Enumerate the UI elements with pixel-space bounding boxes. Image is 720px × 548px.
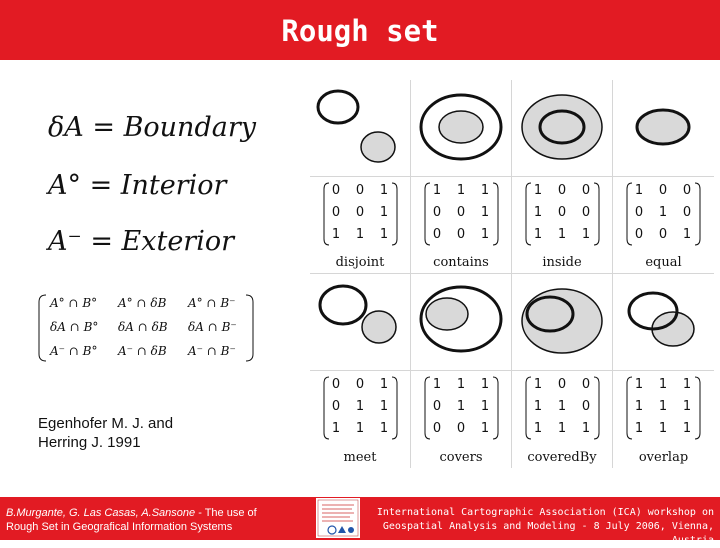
relation-label: disjoint bbox=[335, 255, 385, 270]
intersection-matrix bbox=[38, 292, 258, 364]
matrix-value: 1 bbox=[682, 227, 692, 242]
matrix-value: 1 bbox=[331, 227, 341, 242]
matrix-value: 1 bbox=[480, 183, 490, 198]
matrix-value: 1 bbox=[480, 227, 490, 242]
matrix-value: 0 bbox=[456, 227, 466, 242]
matrix-value: 0 bbox=[557, 183, 567, 198]
matrix-value: 1 bbox=[432, 377, 442, 392]
shape-cell-inside bbox=[512, 80, 613, 177]
matrix-value: 0 bbox=[331, 183, 341, 198]
matrix-value: 1 bbox=[379, 183, 389, 198]
relation-label: meet bbox=[343, 450, 377, 465]
matrix-value: 1 bbox=[634, 421, 644, 436]
footer-right bbox=[350, 506, 714, 548]
matrix-value: 0 bbox=[331, 399, 341, 414]
matrix-value: 1 bbox=[355, 399, 365, 414]
matrix-value: 1 bbox=[557, 399, 567, 414]
matrix-value: 1 bbox=[658, 399, 668, 414]
shape-cell-overlap bbox=[613, 274, 714, 371]
matrix-value: 1 bbox=[533, 399, 543, 414]
matrix-value: 0 bbox=[331, 205, 341, 220]
matrix-value: 0 bbox=[432, 205, 442, 220]
citation-line: Herring J. 1991 bbox=[38, 434, 141, 451]
footer-authors: B.Murgante, G. Las Casas, A.Sansone bbox=[6, 507, 196, 519]
matrix-value: 1 bbox=[355, 421, 365, 436]
matrix-value: 1 bbox=[682, 399, 692, 414]
matrix-value: 1 bbox=[557, 227, 567, 242]
definition-name: Interior bbox=[120, 170, 227, 201]
matrix-value: 0 bbox=[581, 377, 591, 392]
citation bbox=[38, 414, 173, 452]
relation-matrix-coveredby bbox=[512, 371, 613, 468]
relation-matrix-disjoint bbox=[310, 177, 411, 274]
matrix-value: 1 bbox=[658, 421, 668, 436]
relation-label: inside bbox=[542, 255, 582, 270]
matrix-value: 0 bbox=[581, 183, 591, 198]
matrix-value: 1 bbox=[581, 227, 591, 242]
matrix-value: 0 bbox=[456, 205, 466, 220]
matrix-value: 1 bbox=[355, 227, 365, 242]
matrix-entry: A° ∩ B⁻ bbox=[188, 296, 236, 310]
relation-matrix-inside bbox=[512, 177, 613, 274]
definition-exterior: A⁻ = Exterior bbox=[48, 226, 235, 257]
relation-matrix-overlap bbox=[613, 371, 714, 468]
relation-label: covers bbox=[439, 450, 483, 465]
relation-label: coveredBy bbox=[527, 450, 597, 465]
shape-cell-meet bbox=[310, 274, 411, 371]
relation-matrix-covers bbox=[411, 371, 512, 468]
relations-grid bbox=[310, 80, 714, 468]
matrix-entry: δA ∩ δB bbox=[118, 320, 168, 334]
matrix-value: 1 bbox=[658, 205, 668, 220]
footer-event-line: Geospatial Analysis and Modeling - 8 July 2006, Vienna, Austria bbox=[382, 521, 714, 546]
disjoint-diagram bbox=[310, 80, 411, 177]
matrix-value: 1 bbox=[581, 421, 591, 436]
definition-symbol: A⁻ bbox=[48, 226, 82, 257]
matrix-value: 0 bbox=[557, 377, 567, 392]
shape-cell-coveredby bbox=[512, 274, 613, 371]
matrix-value: 0 bbox=[557, 205, 567, 220]
footer-left bbox=[6, 506, 306, 534]
matrix-value: 0 bbox=[581, 205, 591, 220]
relation-matrix-equal bbox=[613, 177, 714, 274]
matrix-value: 0 bbox=[432, 421, 442, 436]
shape-cell-contains bbox=[411, 80, 512, 177]
matrix-value: 1 bbox=[634, 399, 644, 414]
definition-symbol: δA bbox=[48, 112, 84, 143]
matrix-value: 0 bbox=[682, 183, 692, 198]
matrix-value: 1 bbox=[634, 377, 644, 392]
matrix-value: 1 bbox=[682, 421, 692, 436]
matrix-entry: A⁻ ∩ B⁻ bbox=[188, 344, 236, 358]
coveredby-diagram bbox=[512, 274, 613, 371]
relation-label: equal bbox=[645, 255, 682, 270]
matrix-value: 0 bbox=[456, 421, 466, 436]
matrix-value: 1 bbox=[432, 183, 442, 198]
citation-line: Egenhofer M. J. and bbox=[38, 415, 174, 432]
contains-diagram bbox=[411, 80, 512, 177]
matrix-value: 0 bbox=[682, 205, 692, 220]
matrix-value: 0 bbox=[355, 183, 365, 198]
definition-boundary: δA = Boundary bbox=[48, 112, 256, 143]
definition-name: Boundary bbox=[123, 112, 256, 143]
matrix-value: 0 bbox=[634, 227, 644, 242]
shape-cell-covers bbox=[411, 274, 512, 371]
matrix-value: 1 bbox=[379, 227, 389, 242]
matrix-entry: A⁻ ∩ B° bbox=[50, 344, 98, 358]
matrix-value: 1 bbox=[379, 399, 389, 414]
matrix-entry: A⁻ ∩ δB bbox=[118, 344, 167, 358]
matrix-value: 1 bbox=[533, 227, 543, 242]
matrix-value: 1 bbox=[379, 377, 389, 392]
matrix-value: 1 bbox=[456, 377, 466, 392]
matrix-value: 0 bbox=[658, 227, 668, 242]
shape-cell-equal bbox=[613, 80, 714, 177]
footer-text: - The use of bbox=[195, 507, 257, 519]
slide-title: Rough set bbox=[281, 14, 439, 48]
matrix-entry: δA ∩ B° bbox=[50, 320, 99, 334]
matrix-value: 1 bbox=[456, 399, 466, 414]
matrix-value: 1 bbox=[456, 183, 466, 198]
shape-cell-disjoint bbox=[310, 80, 411, 177]
matrix-value: 0 bbox=[658, 183, 668, 198]
matrix-value: 1 bbox=[682, 377, 692, 392]
footer-text-line2: Rough Set in Geografical Information Systems bbox=[6, 521, 233, 533]
matrix-value: 1 bbox=[480, 205, 490, 220]
matrix-value: 1 bbox=[533, 377, 543, 392]
matrix-value: 1 bbox=[533, 421, 543, 436]
matrix-value: 1 bbox=[658, 377, 668, 392]
relation-label: contains bbox=[433, 255, 489, 270]
matrix-value: 0 bbox=[634, 205, 644, 220]
matrix-value: 0 bbox=[432, 399, 442, 414]
matrix-entry: δA ∩ B⁻ bbox=[188, 320, 237, 334]
meet-diagram bbox=[310, 274, 411, 371]
matrix-value: 0 bbox=[355, 205, 365, 220]
matrix-entry: A° ∩ δB bbox=[118, 296, 167, 310]
footer-event-line: International Cartographic Association (ICA) workshop on bbox=[376, 507, 714, 518]
matrix-value: 1 bbox=[480, 399, 490, 414]
matrix-value: 0 bbox=[432, 227, 442, 242]
matrix-value: 1 bbox=[533, 183, 543, 198]
matrix-entry: A° ∩ B° bbox=[50, 296, 98, 310]
covers-diagram bbox=[411, 274, 512, 371]
matrix-value: 1 bbox=[480, 421, 490, 436]
matrix-value: 1 bbox=[379, 205, 389, 220]
inside-diagram bbox=[512, 80, 613, 177]
matrix-value: 1 bbox=[557, 421, 567, 436]
definition-name: Exterior bbox=[121, 226, 235, 257]
matrix-value: 0 bbox=[355, 377, 365, 392]
matrix-value: 1 bbox=[480, 377, 490, 392]
relation-matrix-meet bbox=[310, 371, 411, 468]
matrix-value: 0 bbox=[331, 377, 341, 392]
matrix-value: 1 bbox=[331, 421, 341, 436]
matrix-value: 1 bbox=[379, 421, 389, 436]
equal-diagram bbox=[613, 80, 714, 177]
relation-label: overlap bbox=[638, 450, 689, 465]
definition-symbol: A° bbox=[48, 170, 81, 201]
matrix-value: 1 bbox=[634, 183, 644, 198]
matrix-value: 0 bbox=[581, 399, 591, 414]
relation-matrix-contains bbox=[411, 177, 512, 274]
overlap-diagram bbox=[613, 274, 714, 371]
definition-interior: A° = Interior bbox=[48, 170, 227, 201]
matrix-value: 1 bbox=[533, 205, 543, 220]
